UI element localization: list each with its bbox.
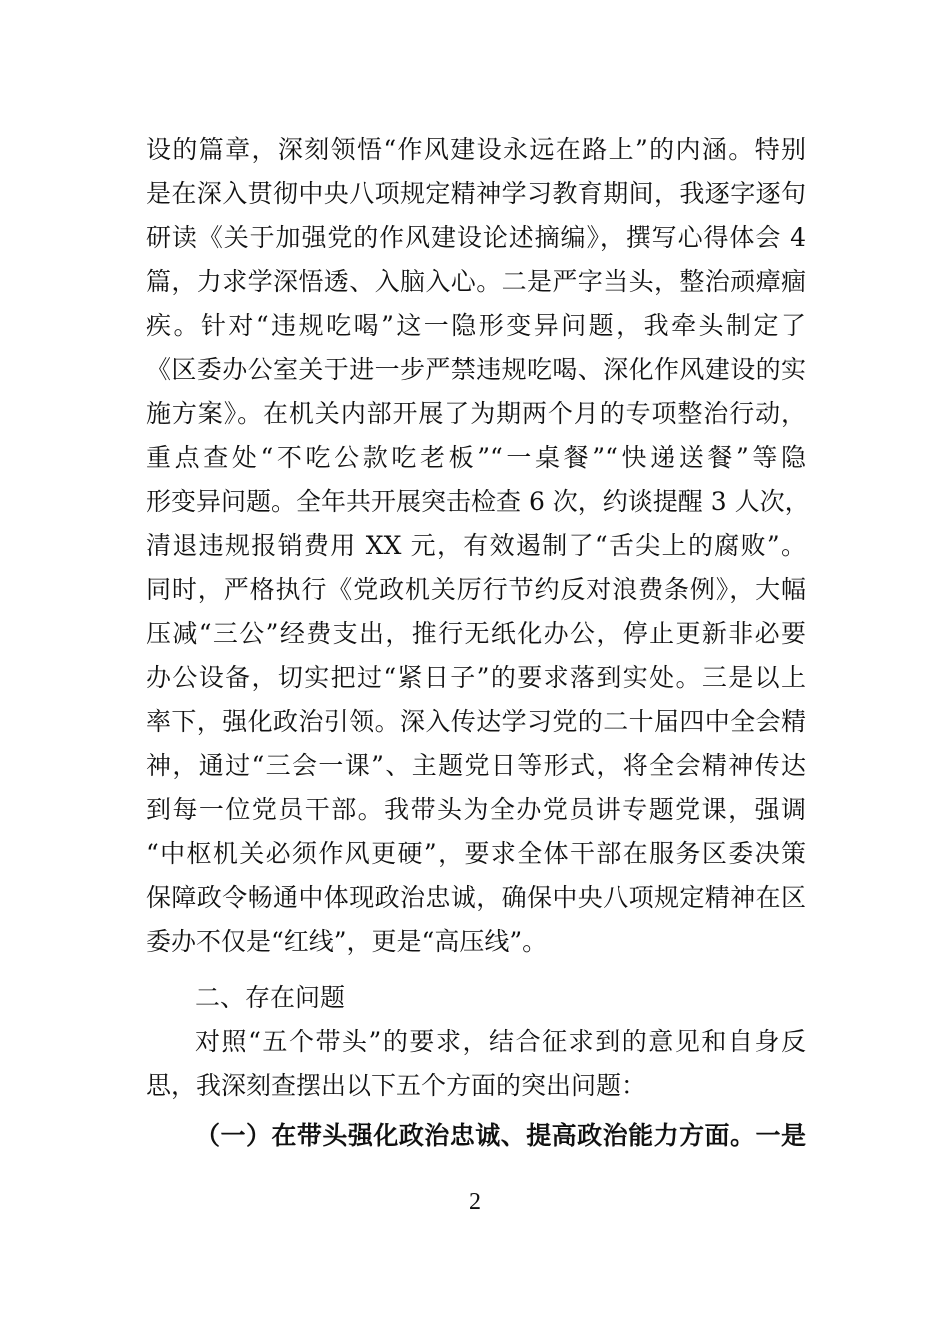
page-number: 2 [469, 1189, 481, 1215]
body-text-line: 清退违规报销费用 XX 元，有效遏制了“舌尖上的腐败”。 [146, 531, 806, 560]
body-text-line: 重点查处“不吃公款吃老板”“一桌餐”“快递送餐”等隐 [146, 443, 806, 472]
section-heading: 二、存在问题 [195, 983, 346, 1012]
subsection-heading-line: （一）在带头强化政治忠诚、提高政治能力方面。一是 [195, 1121, 806, 1150]
body-text-line: “中枢机关必须作风更硬”，要求全体干部在服务区委决策 [146, 839, 806, 868]
body-text-line: 压减“三公”经费支出，推行无纸化办公，停止更新非必要 [146, 619, 806, 648]
body-text-line: 《区委办公室关于进一步严禁违规吃喝、深化作风建设的实 [146, 355, 806, 384]
body-text-line: 到每一位党员干部。我带头为全办党员讲专题党课，强调 [146, 795, 806, 824]
body-text-line-last: 思，我深刻查摆出以下五个方面的突出问题： [146, 1071, 647, 1100]
body-text-line: 疾。针对“违规吃喝”这一隐形变异问题，我牵头制定了 [146, 311, 806, 340]
body-text-line: 保障政令畅通中体现政治忠诚，确保中央八项规定精神在区 [146, 883, 806, 912]
body-text-line: 同时，严格执行《党政机关厉行节约反对浪费条例》，大幅 [146, 575, 806, 604]
body-text-line: 神，通过“三会一课”、主题党日等形式，将全会精神传达 [146, 751, 806, 780]
body-text-line: 篇，力求学深悟透、入脑入心。二是严字当头，整治顽瘴痼 [146, 267, 806, 296]
body-text-line-last: 委办不仅是“红线”，更是“高压线”。 [146, 927, 548, 956]
body-text-line: 办公设备，切实把过“紧日子”的要求落到实处。三是以上 [146, 663, 806, 692]
body-text-line: 施方案》。在机关内部开展了为期两个月的专项整治行动， [146, 399, 806, 428]
body-text-line: 率下，强化政治引领。深入传达学习党的二十届四中全会精 [146, 707, 806, 736]
body-text-line: 研读《关于加强党的作风建设论述摘编》，撰写心得体会 4 [146, 223, 806, 252]
body-text-line: 形变异问题。全年共开展突击检查 6 次，约谈提醒 3 人次， [146, 487, 810, 516]
body-text-line: 设的篇章，深刻领悟“作风建设永远在路上”的内涵。特别 [146, 135, 806, 164]
body-text-line: 是在深入贯彻中央八项规定精神学习教育期间，我逐字逐句 [146, 179, 806, 208]
body-text-line: 对照“五个带头”的要求，结合征求到的意见和自身反 [195, 1027, 806, 1056]
